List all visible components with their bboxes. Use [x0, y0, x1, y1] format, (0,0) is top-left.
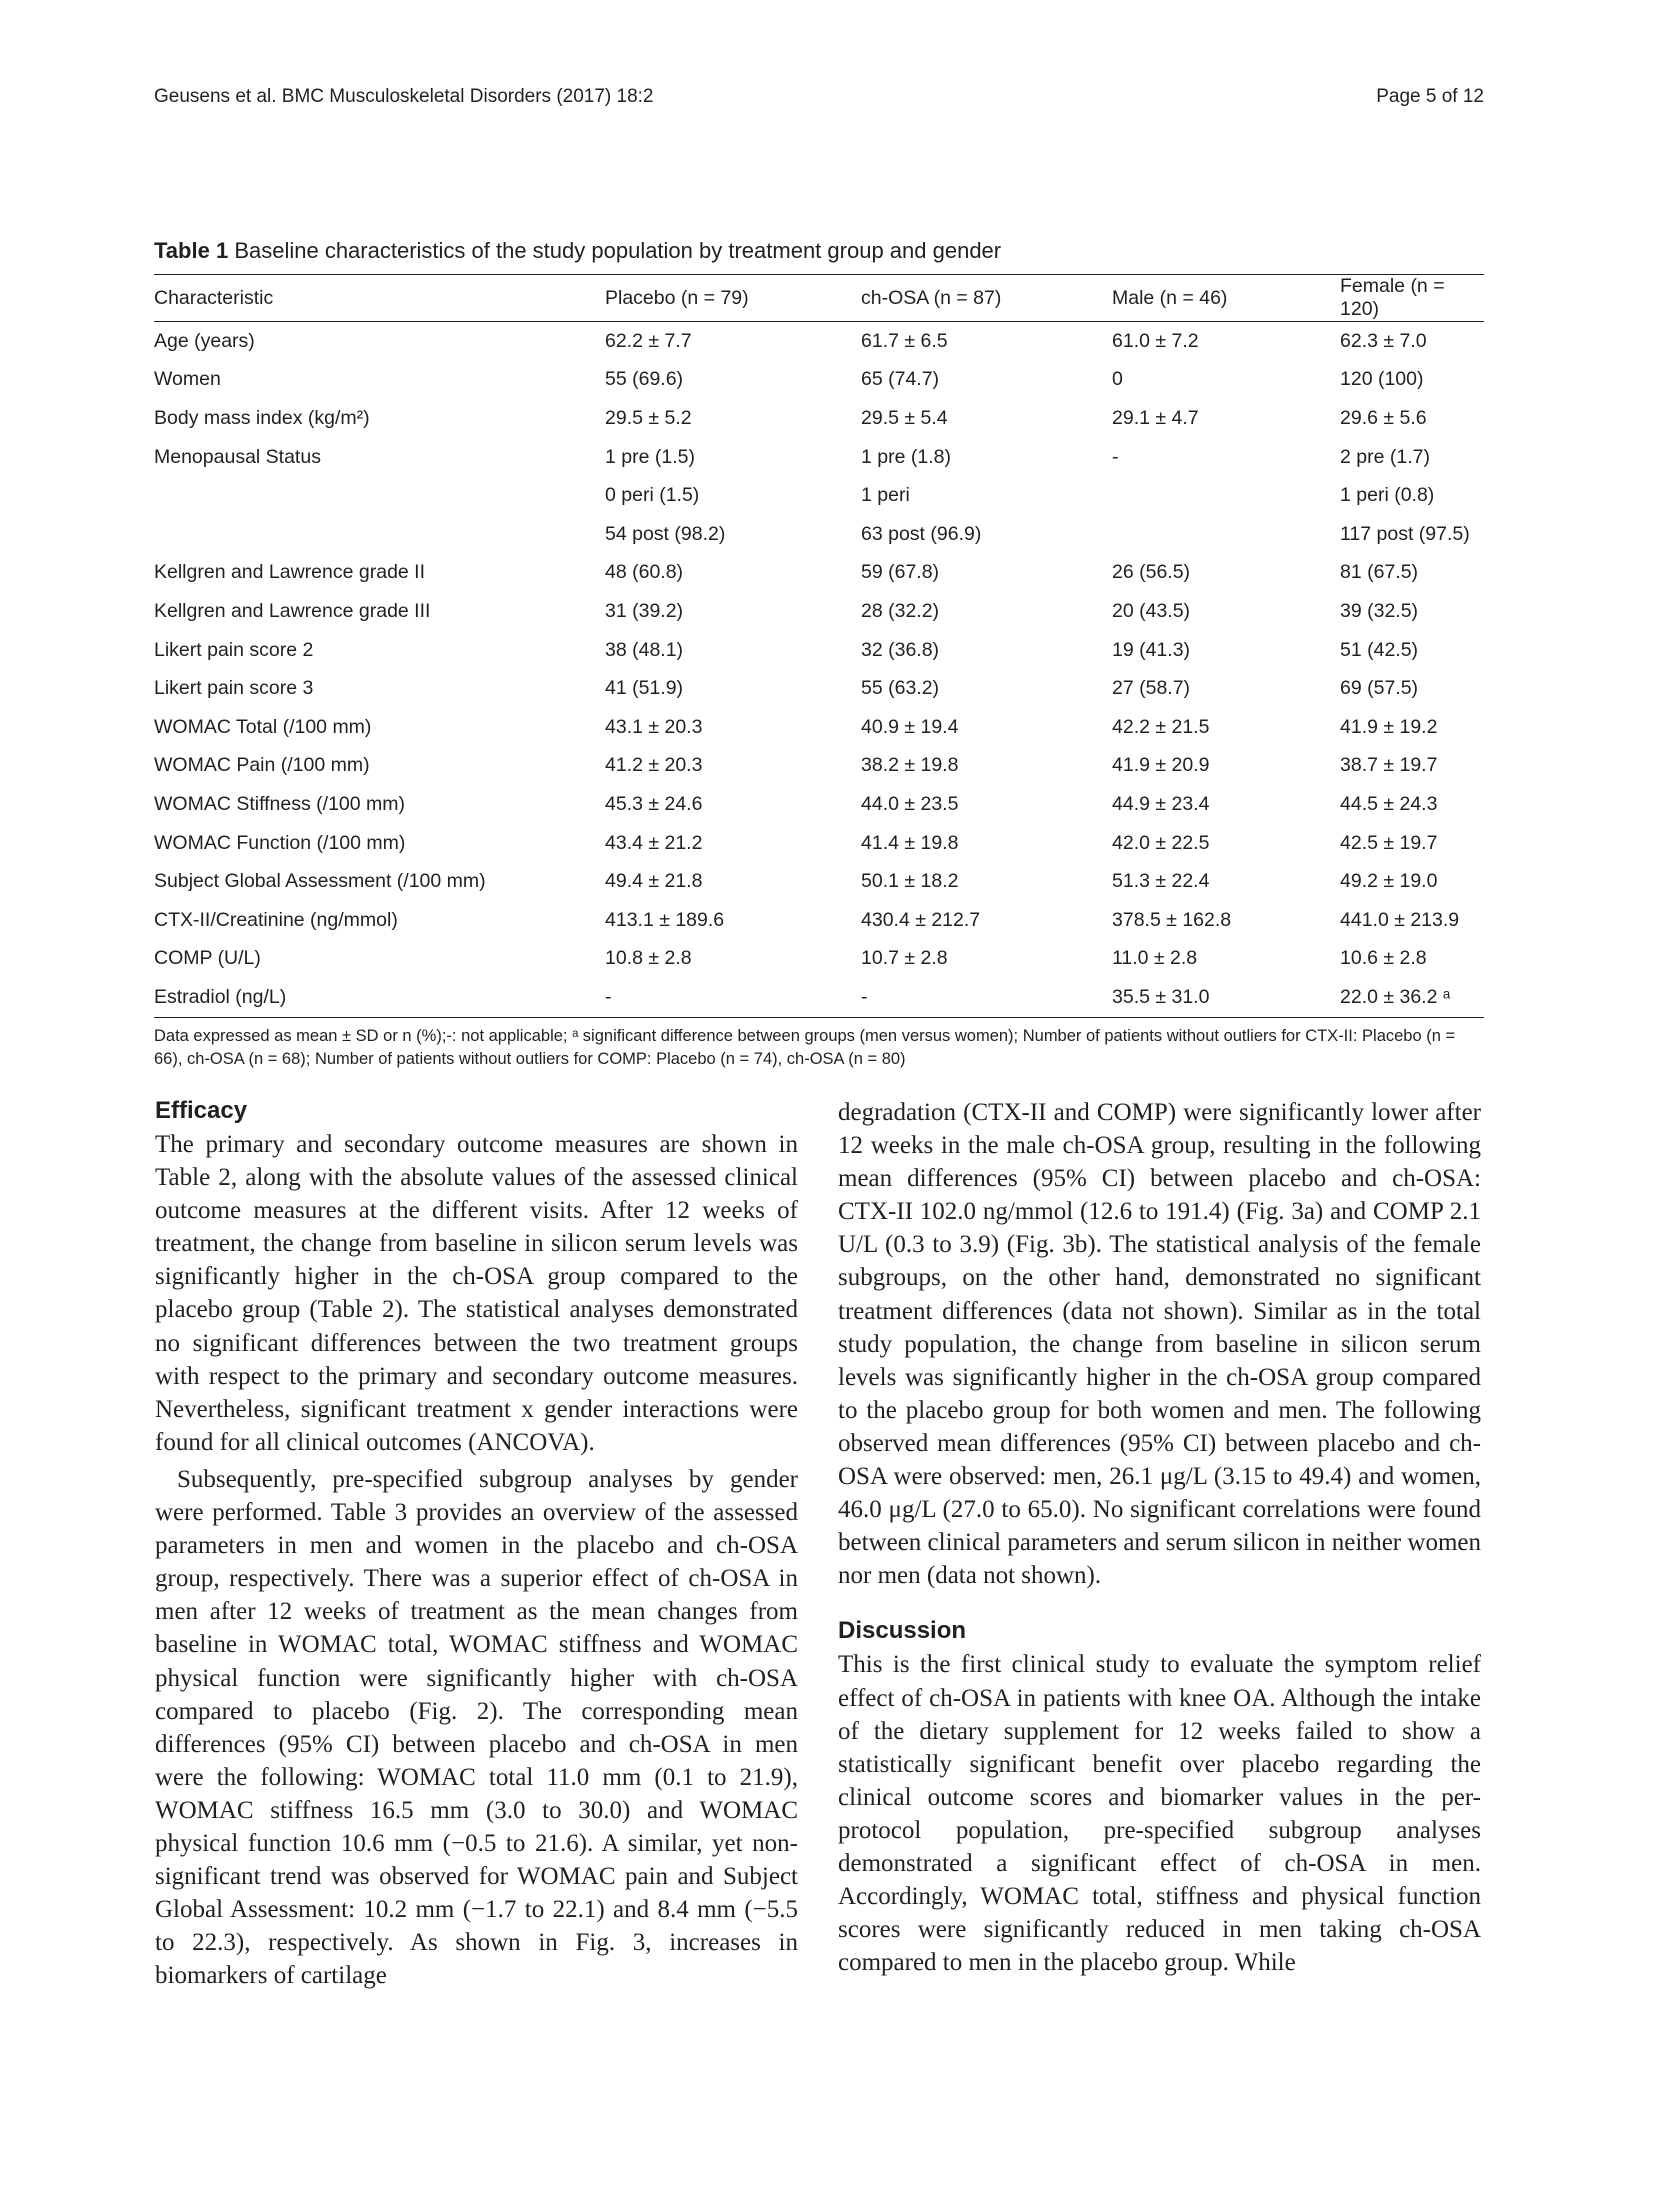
row-label-cell: Body mass index (kg/m²): [154, 406, 370, 429]
table-cell: 378.5 ± 162.8: [1112, 908, 1232, 931]
table-cell: 42.0 ± 22.5: [1112, 831, 1210, 854]
discussion-heading: Discussion: [838, 1617, 967, 1645]
table-caption-text: Baseline characteristics of the study population by treatment group and gender: [234, 238, 1002, 263]
column-header: Placebo (n = 79): [605, 286, 749, 309]
table-cell: 61.7 ± 6.5: [861, 329, 948, 352]
table-cell: 0: [1112, 368, 1123, 391]
table-cell: 45.3 ± 24.6: [605, 792, 703, 815]
table-cell: 41 (51.9): [605, 677, 684, 700]
table-cell: 38.2 ± 19.8: [861, 754, 959, 777]
table-cell: 413.1 ± 189.6: [605, 908, 725, 931]
table-cell: 44.5 ± 24.3: [1340, 792, 1438, 815]
table-cell: 62.2 ± 7.7: [605, 329, 692, 352]
column-header: Male (n = 46): [1112, 286, 1228, 309]
row-label-cell: WOMAC Total (/100 mm): [154, 715, 372, 738]
row-label-cell: COMP (U/L): [154, 947, 261, 970]
table-cell: 117 post (97.5): [1340, 522, 1470, 545]
row-label-cell: Estradiol (ng/L): [154, 985, 287, 1008]
page-number: Page 5 of 12: [1376, 86, 1484, 107]
table-cell: [1112, 515, 1340, 554]
table-cell: 48 (60.8): [605, 561, 684, 584]
row-label-cell: Age (years): [154, 329, 255, 352]
row-label-cell: WOMAC Pain (/100 mm): [154, 754, 370, 777]
table-cell: 44.9 ± 23.4: [1112, 792, 1210, 815]
row-label-cell: Kellgren and Lawrence grade III: [154, 599, 431, 622]
table-cell: 63 post (96.9): [861, 522, 982, 545]
table-caption: [154, 238, 1484, 264]
table-row: [154, 785, 1484, 824]
table-cell: 120 (100): [1340, 368, 1424, 391]
table-cell: 51 (42.5): [1340, 638, 1419, 661]
table-cell: 50.1 ± 18.2: [861, 870, 959, 893]
table-cell: 28 (32.2): [861, 599, 940, 622]
row-label-cell: Kellgren and Lawrence grade II: [154, 561, 426, 584]
table-cell: 1 peri: [861, 484, 910, 507]
table-cell: 61.0 ± 7.2: [1112, 329, 1199, 352]
table-cell: 11.0 ± 2.8: [1112, 947, 1198, 970]
table-cell: 42.5 ± 19.7: [1340, 831, 1438, 854]
table-row: [154, 515, 1484, 554]
table-cell: 65 (74.7): [861, 368, 940, 391]
table-cell: 38.7 ± 19.7: [1340, 754, 1438, 777]
table-row: [154, 631, 1484, 670]
table-cell: 38 (48.1): [605, 638, 684, 661]
discussion-paragraph-1: This is the first clinical study to evaluate the symptom relief effect of ch-OSA in patients with knee OA. Although the intake of the dietary supplement for 12 weeks failed to show a statistically significant benefit over placebo regarding the clinical outcome scores and biomarker values in the per-protocol population, pre-specified subgroup analyses demonstrated a significant effect of ch-OSA in men. Accordingly, WOMAC total, stiffness and physical function scores were significantly reduced in men taking ch-OSA compared to men in the placebo group. While: [838, 1651, 1481, 1977]
baseline-characteristics-table: [154, 274, 1484, 1018]
table-cell: 41.9 ± 20.9: [1112, 754, 1210, 777]
table-cell: -: [1112, 445, 1119, 468]
efficacy-paragraph-2: Subsequently, pre-specified subgroup analyses by gender were performed. Table 3 provides an overview of the assessed parameters in men and women in the placebo and ch-OSA group, respectively. There was a superior effect of ch-OSA in men after 12 weeks of treatment as the mean changes from baseline in WOMAC total, WOMAC stiffness and WOMAC physical function were significantly higher with ch-OSA compared to placebo (Fig. 2). The corresponding mean differences (95% CI) between placebo and ch-OSA in men were the following: WOMAC total 11.0 mm (0.1 to 21.9), WOMAC stiffness 16.5 mm (3.0 to 30.0) and WOMAC physical function 10.6 mm (−0.5 to 21.6). A similar, yet non-significant trend was observed for WOMAC pain and Subject Global Assessment: 10.2 mm (−1.7 to 22.1) and 8.4 mm (−5.5 to 22.3), respectively. As shown in Fig. 3, increases in biomarkers of cartilage: [155, 1465, 798, 1990]
row-label-cell: CTX-II/Creatinine (ng/mmol): [154, 908, 398, 931]
table-row: [154, 669, 1484, 708]
table-cell: 27 (58.7): [1112, 677, 1191, 700]
table-cell: 32 (36.8): [861, 638, 940, 661]
table-row: [154, 862, 1484, 901]
table-cell: -: [605, 985, 612, 1008]
table-row: [154, 476, 1484, 515]
table-row: [154, 322, 1484, 361]
journal-citation: Geusens et al. BMC Musculoskeletal Disorders (2017) 18:2: [154, 86, 654, 107]
table-cell: 43.1 ± 20.3: [605, 715, 703, 738]
right-column: [838, 1096, 1481, 1979]
table-cell: 29.5 ± 5.4: [861, 406, 948, 429]
table-cell: 39 (32.5): [1340, 599, 1419, 622]
table-cell: 31 (39.2): [605, 599, 684, 622]
row-label-cell: Likert pain score 3: [154, 677, 314, 700]
table-cell: 54 post (98.2): [605, 522, 726, 545]
table-cell: 43.4 ± 21.2: [605, 831, 703, 854]
table-cell: 26 (56.5): [1112, 561, 1191, 584]
table-cell: 2 pre (1.7): [1340, 445, 1430, 468]
table-cell: 20 (43.5): [1112, 599, 1191, 622]
table-cell: 29.6 ± 5.6: [1340, 406, 1427, 429]
table-row: [154, 978, 1484, 1017]
table-cell: 69 (57.5): [1340, 677, 1419, 700]
table-row: [154, 901, 1484, 940]
table-cell: [1112, 476, 1340, 515]
table-row: [154, 940, 1484, 979]
table-cell: 81 (67.5): [1340, 561, 1419, 584]
row-label-cell: [154, 476, 605, 515]
table-cell: 55 (63.2): [861, 677, 940, 700]
table-cell: 51.3 ± 22.4: [1112, 870, 1210, 893]
table-cell: 41.2 ± 20.3: [605, 754, 703, 777]
table-cell: 41.4 ± 19.8: [861, 831, 959, 854]
table-cell: 1 peri (0.8): [1340, 484, 1435, 507]
row-label-cell: WOMAC Function (/100 mm): [154, 831, 406, 854]
efficacy-paragraph-3: degradation (CTX-II and COMP) were significantly lower after 12 weeks in the male ch-OSA group, resulting in the following mean differences (95% CI) between placebo and ch-OSA: CTX-II 102.0 ng/mmol (12.6 to 191.4) (Fig. 3a) and COMP 2.1 U/L (0.3 to 3.9) (Fig. 3b). The statistical analysis of the female subgroups, on the other hand, demonstrated no significant treatment differences (data not shown). Similar as in the total study population, the change from baseline in silicon serum levels was significantly higher in the ch-OSA group compared to the placebo group for both women and men. The following observed mean differences (95% CI) between placebo and ch-OSA were observed: men, 26.1 μg/L (3.15 to 49.4) and women, 46.0 μg/L (27.0 to 65.0). No significant correlations were found between clinical parameters and serum silicon in neither women nor men (data not shown).: [838, 1099, 1481, 1590]
row-label-cell: Menopausal Status: [154, 445, 321, 468]
row-label-cell: Likert pain score 2: [154, 638, 314, 661]
table-cell: 41.9 ± 19.2: [1340, 715, 1438, 738]
table-cell: 55 (69.6): [605, 368, 684, 391]
table-row: [154, 747, 1484, 786]
table-row: [154, 824, 1484, 863]
table-cell: 44.0 ± 23.5: [861, 792, 959, 815]
row-label-cell: Subject Global Assessment (/100 mm): [154, 870, 486, 893]
column-header: ch-OSA (n = 87): [861, 286, 1002, 309]
row-label-cell: [154, 515, 605, 554]
table-cell: 62.3 ± 7.0: [1340, 329, 1427, 352]
column-header: Characteristic: [154, 286, 274, 309]
table-cell: 10.6 ± 2.8: [1340, 947, 1427, 970]
table-row: [154, 554, 1484, 593]
table-cell: 29.5 ± 5.2: [605, 406, 692, 429]
table-cell: 441.0 ± 213.9: [1340, 908, 1460, 931]
table-cell: -: [861, 985, 868, 1008]
table-cell: 10.8 ± 2.8: [605, 947, 692, 970]
table-cell: 42.2 ± 21.5: [1112, 715, 1210, 738]
table-footnote: Data expressed as mean ± SD or n (%);-: not applicable; ᵃ significant difference between groups (men versus women); Number of patients without outliers for CTX-II: Placebo (n = 66), ch-OSA (n = 68); Number of patients without outliers for COMP: Placebo (n = 74), ch-OSA (n = 80): [154, 1026, 1456, 1068]
left-column: [155, 1096, 798, 1992]
table-cell: 0 peri (1.5): [605, 484, 700, 507]
table-header-row: [154, 275, 1484, 322]
table-cell: 19 (41.3): [1112, 638, 1191, 661]
table-row: [154, 438, 1484, 477]
table-1: [154, 238, 1484, 1071]
efficacy-heading: Efficacy: [155, 1097, 248, 1124]
table-cell: 40.9 ± 19.4: [861, 715, 959, 738]
row-label-cell: Women: [154, 368, 221, 391]
table-cell: 10.7 ± 2.8: [861, 947, 948, 970]
table-row: [154, 708, 1484, 747]
table-cell: 49.4 ± 21.8: [605, 870, 703, 893]
table-cell: 22.0 ± 36.2 ᵃ: [1340, 985, 1451, 1008]
efficacy-paragraph-1: The primary and secondary outcome measures are shown in Table 2, along with the absolute values of the assessed clinical outcome measures at the different visits. After 12 weeks of treatment, the change from baseline in silicon serum levels was significantly higher in the ch-OSA group compared to the placebo group (Table 2). The statistical analyses demonstrated no significant differences between the two treatment groups with respect to the primary and secondary outcome measures. Nevertheless, significant treatment x gender interactions were found for all clinical outcomes (ANCOVA).: [155, 1131, 798, 1456]
table-cell: 430.4 ± 212.7: [861, 908, 981, 931]
row-label-cell: WOMAC Stiffness (/100 mm): [154, 792, 406, 815]
table-cell: 29.1 ± 4.7: [1112, 406, 1199, 429]
table-label: Table 1: [154, 238, 229, 263]
table-cell: 59 (67.8): [861, 561, 940, 584]
table-cell: 49.2 ± 19.0: [1340, 870, 1438, 893]
table-row: [154, 361, 1484, 400]
column-header: Female (n = 120): [1340, 275, 1445, 320]
table-cell: 35.5 ± 31.0: [1112, 985, 1210, 1008]
table-row: [154, 399, 1484, 438]
table-row: [154, 592, 1484, 631]
table-cell: 1 pre (1.5): [605, 445, 695, 468]
table-cell: 1 pre (1.8): [861, 445, 951, 468]
